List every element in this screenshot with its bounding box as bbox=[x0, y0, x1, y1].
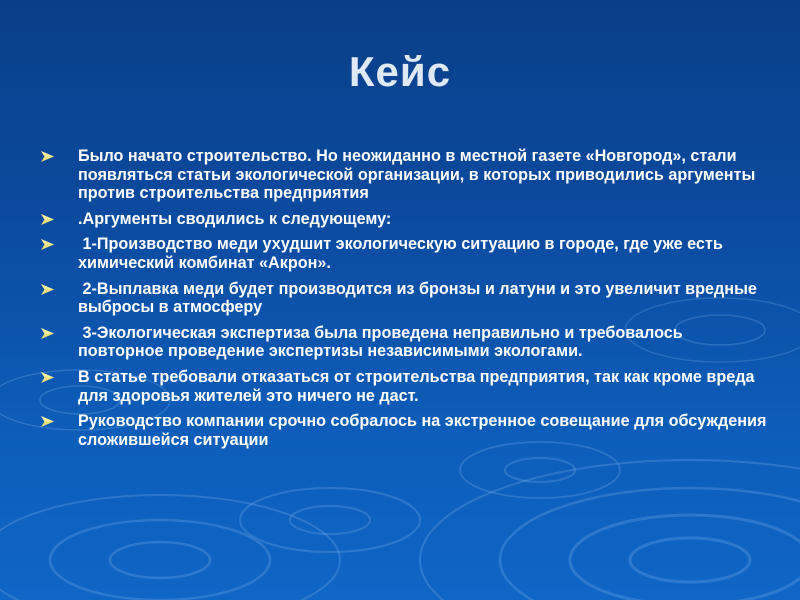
arrowhead-bullet-icon bbox=[40, 413, 56, 429]
bullet-text: 2-Выплавка меди будет производится из бронзы и латуни и это увеличит вредные выбросы в атмосферу bbox=[78, 279, 762, 317]
arrowhead-bullet-icon bbox=[40, 325, 56, 341]
arrowhead-bullet-icon bbox=[40, 369, 56, 385]
bullet-item bbox=[40, 412, 770, 449]
bullet-item bbox=[40, 147, 770, 203]
bullet-text: Было начато строительство. Но неожиданно в местной газете «Новгород», стали появляться статьи экологической организации, в которых приводились аргументы против строительства предприятия bbox=[78, 147, 760, 203]
arrowhead-bullet-icon bbox=[40, 281, 56, 297]
slide-title: Кейс bbox=[348, 48, 452, 95]
bullet-text: 1-Производство меди ухудшит экологическую ситуацию в городе, где уже есть химический комбинат «Акрон». bbox=[78, 235, 732, 272]
bullet-text: В статье требовали отказаться от строительства предприятия, так как кроме вреда для здоровья жителей это ничего не даст. bbox=[78, 367, 760, 405]
arrowhead-bullet-icon bbox=[40, 236, 56, 252]
bullet-item bbox=[40, 324, 770, 361]
bullet-text: 3-Экологическая экспертиза была проведена неправильно и требовалось повторное проведение экспертизы независимыми экологами. bbox=[78, 323, 688, 361]
bullet-item bbox=[40, 280, 770, 317]
arrowhead-bullet-icon bbox=[40, 211, 56, 227]
bullet-item bbox=[40, 210, 770, 229]
bullet-text: .Аргументы сводились к следующему: bbox=[78, 209, 392, 228]
bullet-item bbox=[40, 368, 770, 405]
bullet-list bbox=[40, 147, 770, 456]
bullet-text: Руководство компании срочно собралось на экстренное совещание для обсуждения сложившейся ситуации bbox=[78, 412, 771, 449]
arrowhead-bullet-icon bbox=[40, 148, 56, 164]
bullet-item bbox=[40, 235, 770, 272]
